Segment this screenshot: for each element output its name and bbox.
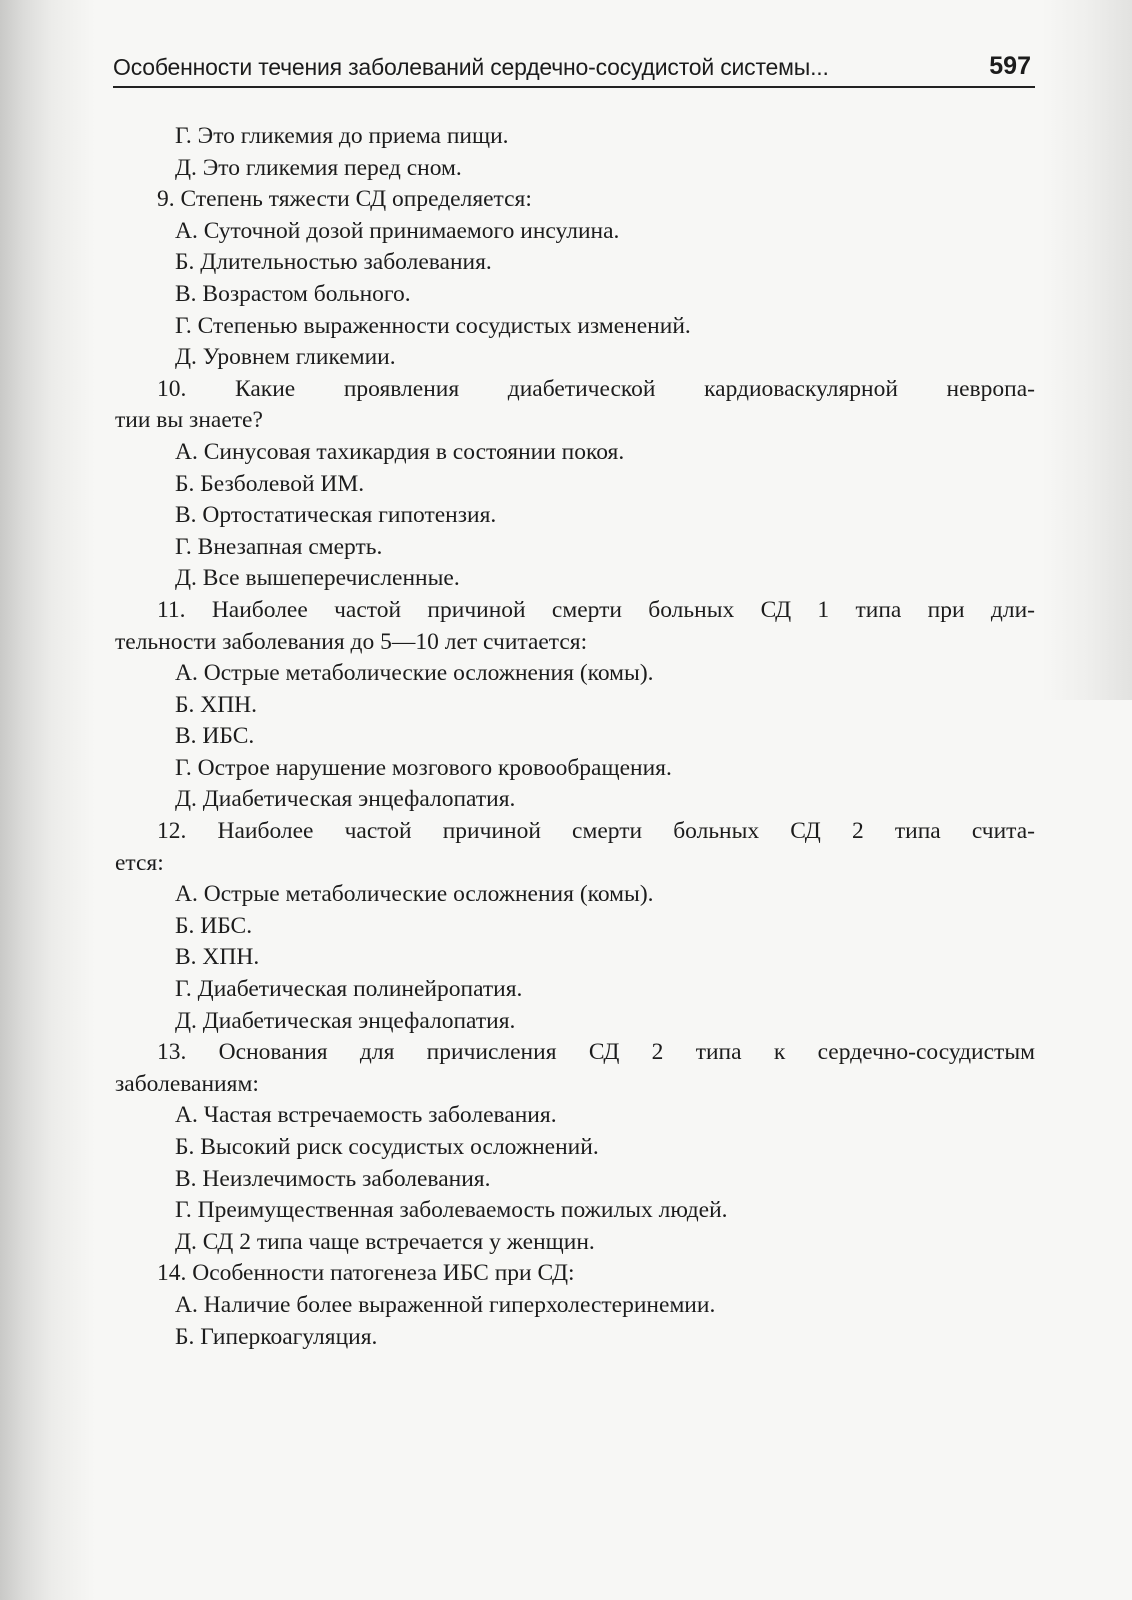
- answer-option: Г. Преимущественная заболеваемость пожилых людей.: [175, 1197, 728, 1224]
- question-text: 10. Какие проявления диабетической кардиоваскулярной невропа-: [157, 375, 1035, 402]
- question-text: 13. Основания для причисления СД 2 типа к сердечно-сосудистым: [157, 1039, 1035, 1066]
- answer-option: Д. Это гликемия перед сном.: [175, 154, 462, 181]
- question-text: 9. Степень тяжести СД определяется:: [157, 186, 532, 213]
- answer-option: В. ИБС.: [175, 723, 255, 750]
- answer-option: Б. Высокий риск сосудистых осложнений.: [175, 1134, 599, 1160]
- answer-option: А. Острые метаболические осложнения (комы).: [175, 660, 654, 687]
- answer-option: Д. Уровнем гликемии.: [175, 344, 396, 371]
- page-edge-shadow: [1042, 0, 1132, 700]
- running-header: [113, 50, 1035, 88]
- answer-option: Д. Все вышеперечисленные.: [175, 565, 460, 592]
- question-text-continued: ется:: [115, 849, 164, 876]
- answer-option: Д. Диабетическая энцефалопатия.: [175, 1007, 516, 1034]
- answer-option: Б. Гиперкоагуляция.: [175, 1323, 378, 1350]
- answer-option: Г. Степенью выраженности сосудистых изменений.: [175, 312, 691, 339]
- page-number: 597: [989, 52, 1031, 80]
- question-text-continued: тии вы знаете?: [115, 407, 263, 434]
- answer-option: А. Частая встречаемость заболевания.: [175, 1102, 557, 1129]
- answer-option: В. Неизлечимость заболевания.: [175, 1165, 491, 1192]
- document-body: [115, 121, 1035, 1353]
- answer-option: Д. СД 2 типа чаще встречается у женщин.: [175, 1228, 595, 1255]
- answer-option: Г. Диабетическая полинейропатия.: [175, 976, 523, 1003]
- answer-option: В. Ортостатическая гипотензия.: [175, 502, 497, 529]
- answer-option: Д. Диабетическая энцефалопатия.: [175, 786, 516, 813]
- answer-option: Г. Острое нарушение мозгового кровообращения.: [175, 754, 672, 781]
- running-header-title: Особенности течения заболеваний сердечно-сосудистой системы...: [113, 54, 829, 80]
- answer-option: Г. Это гликемия до приема пищи.: [175, 123, 509, 149]
- question-text-continued: заболеваниям:: [115, 1070, 259, 1097]
- answer-option: Б. ХПН.: [175, 691, 258, 718]
- answer-option: В. ХПН.: [175, 944, 260, 971]
- answer-option: В. Возрастом больного.: [175, 280, 411, 307]
- answer-option: А. Синусовая тахикардия в состоянии покоя.: [175, 438, 625, 465]
- answer-option: Б. Безболевой ИМ.: [175, 470, 365, 497]
- question-text: 12. Наиболее частой причиной смерти больных СД 2 типа счита-: [157, 818, 1035, 845]
- question-text: 11. Наиболее частой причиной смерти больных СД 1 типа при дли-: [157, 596, 1035, 623]
- question-text-continued: тельности заболевания до 5—10 лет считается:: [115, 628, 588, 655]
- answer-option: Б. ИБС.: [175, 912, 253, 939]
- question-text: 14. Особенности патогенеза ИБС при СД:: [157, 1260, 575, 1287]
- answer-option: А. Острые метаболические осложнения (комы).: [175, 881, 654, 908]
- binding-shadow: [0, 0, 95, 1600]
- answer-option: Г. Внезапная смерть.: [175, 533, 383, 560]
- answer-option: А. Наличие более выраженной гиперхолестеринемии.: [175, 1291, 716, 1318]
- answer-option: А. Суточной дозой принимаемого инсулина.: [175, 217, 620, 244]
- answer-option: Б. Длительностью заболевания.: [175, 249, 492, 276]
